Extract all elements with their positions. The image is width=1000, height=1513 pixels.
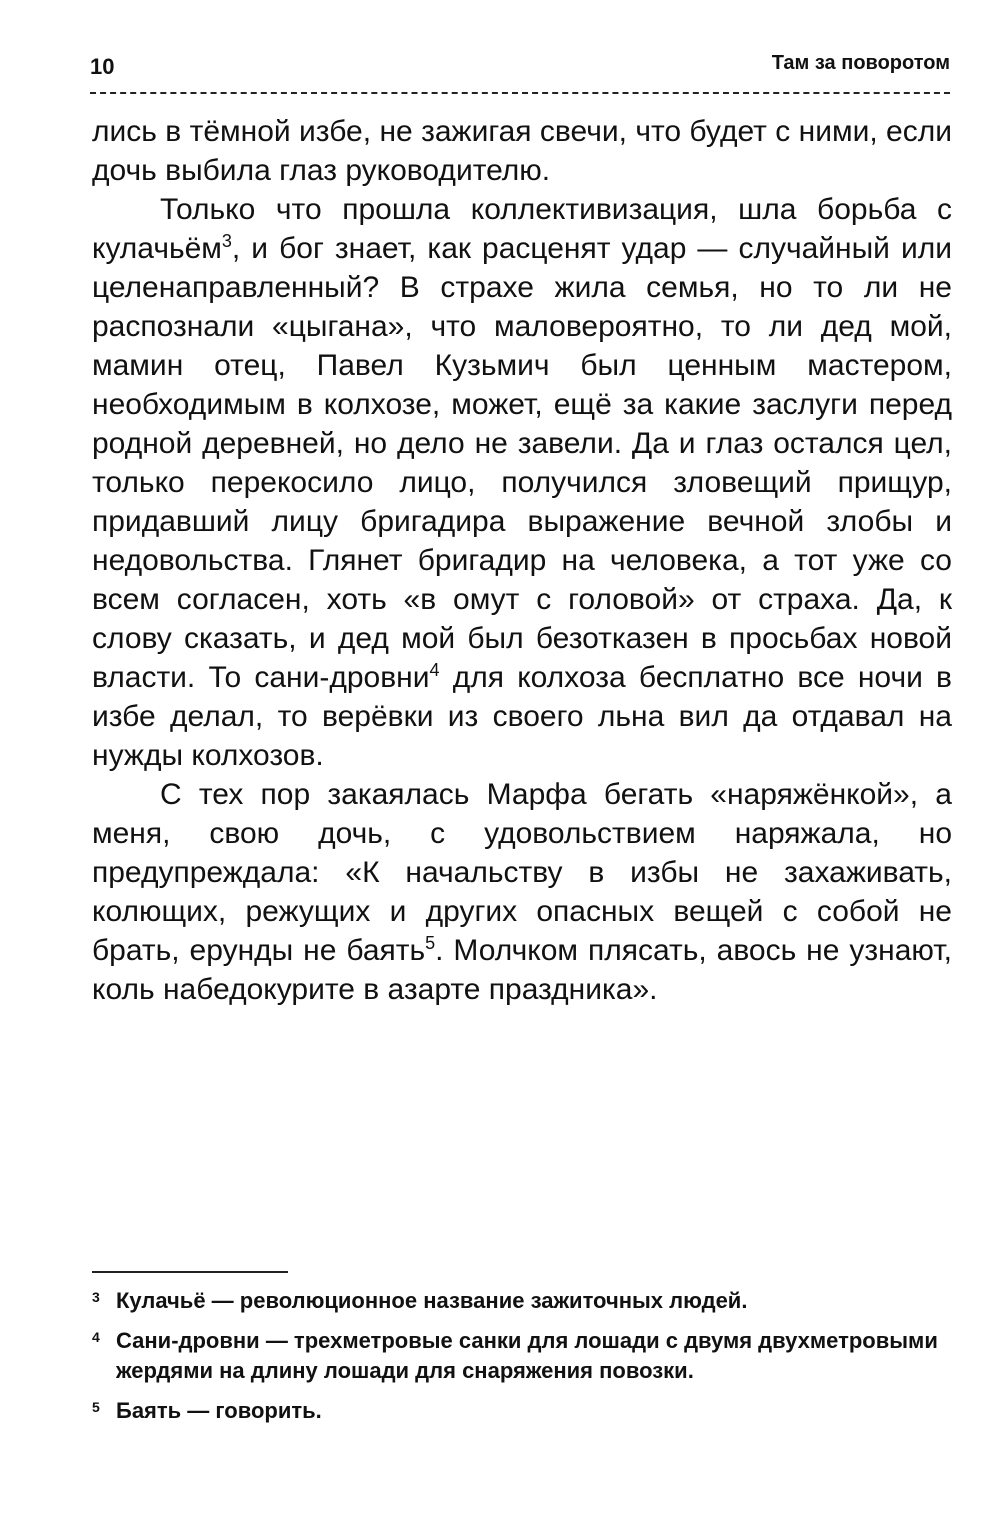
footnote-divider xyxy=(92,1271,288,1273)
footnote-marker: 3 xyxy=(92,1289,100,1305)
paragraph-1 xyxy=(92,112,952,190)
paragraph-3 xyxy=(92,775,952,1009)
footnote-text: Кулачьё — революционное название зажиточных людей. xyxy=(116,1288,748,1313)
main-text xyxy=(92,112,952,1009)
page-header xyxy=(90,46,950,84)
paragraph-2-text-c: для колхоза бесплатно все ночи в избе делал, то верёвки из своего льна вил да отдавал на нужды колхозов. xyxy=(92,661,952,772)
paragraph-2 xyxy=(92,190,952,775)
paragraph-3-text-b: . Молчком плясать, авось не узнают, коль набедокурите в азарте праздника». xyxy=(92,934,952,1006)
footnotes xyxy=(92,1286,952,1436)
footnote-marker: 5 xyxy=(92,1399,100,1415)
footnote-ref-5: 5 xyxy=(425,933,436,953)
header-divider xyxy=(90,92,950,94)
paragraph-2-text-a: Только что прошла коллективизация, шла борьба с кулачьём xyxy=(92,193,952,265)
footnote-3 xyxy=(92,1286,952,1316)
footnote-5 xyxy=(92,1396,952,1426)
page-number: 10 xyxy=(90,54,115,79)
footnote-ref-3: 3 xyxy=(221,231,232,251)
paragraph-1-text: лись в тёмной избе, не зажигая свечи, что будет с ними, если дочь выбила глаз руководителю. xyxy=(92,115,952,187)
footnote-text: Баять — говорить. xyxy=(116,1398,322,1423)
paragraph-2-text-b: , и бог знает, как расценят удар — случайный или целенаправленный? В страхе жила семья, но то ли не распознали «цыгана», что маловероятно, то ли дед мой, мамин отец, Павел Кузьмич был ценным мастером, необходимым в колхозе, может, ещё за какие заслуги перед родной деревней, но дело не завели. Да и глаз остался цел, только перекосило лицо, получился зловещий прищур, придавший лицу бригадира выражение вечной злобы и недовольства. Глянет бригадир на человека, а тот уже со всем согласен, хоть «в омут с головой» от страха. Да, к слову сказать, и дед мой был безотказен в просьбах новой власти. То сани-дровни xyxy=(92,232,952,694)
paragraph-3-text-a: С тех пор закаялась Марфа бегать «наряжёнкой», а меня, свою дочь, с удовольствием наряжала, но предупреждала: «К начальству в избы не захаживать, колющих, режущих и других опасных вещей с собой не брать, ерунды не баять xyxy=(92,778,952,967)
footnote-4 xyxy=(92,1326,952,1386)
footnote-marker: 4 xyxy=(92,1329,100,1345)
running-title: Там за поворотом xyxy=(771,52,950,74)
footnote-text: Сани-дровни — трехметровые санки для лошади с двумя двухметровыми жердями на длину лошади для снаряжения повозки. xyxy=(116,1328,938,1383)
footnote-ref-4: 4 xyxy=(429,660,440,680)
